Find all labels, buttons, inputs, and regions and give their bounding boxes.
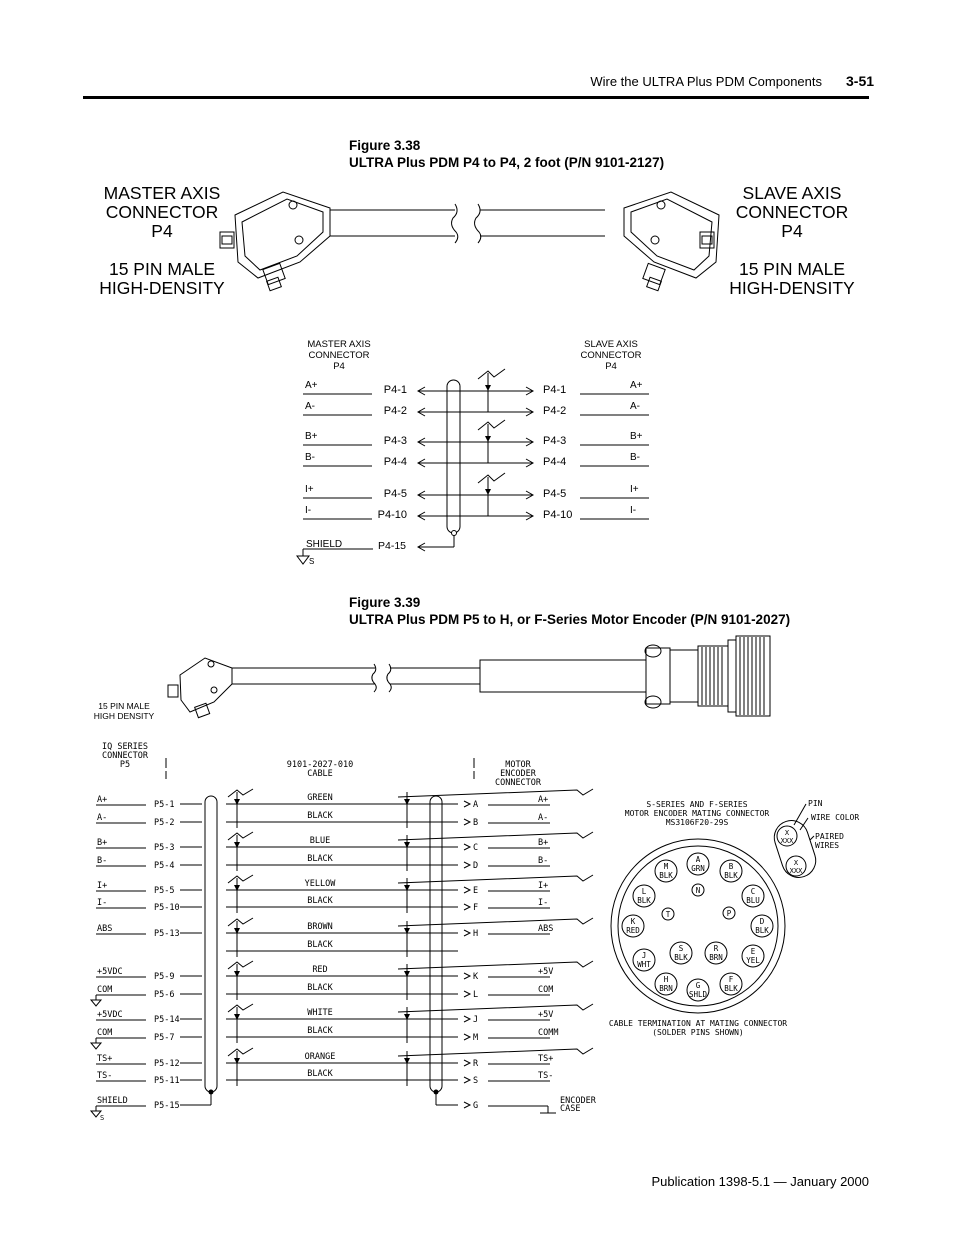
wire-color-7: BLACK — [307, 940, 333, 950]
master-signal-1: A- — [305, 401, 315, 412]
pin-letter-S: S — [678, 944, 684, 953]
pin-letter-D: D — [759, 917, 765, 926]
pin-color-S: BLK — [674, 953, 688, 962]
p5-connector-label: 15 PIN MALE HIGH DENSITY — [93, 701, 155, 721]
motor-pin-2: C — [473, 843, 479, 853]
motor-pin-11: M — [473, 1033, 479, 1043]
wire-color-9: BLACK — [307, 983, 333, 993]
pin-color-A: GRN — [691, 864, 705, 873]
legend-x-0: X — [784, 829, 790, 837]
motor-arrow-12 — [464, 1060, 470, 1066]
mating-caption-1: CABLE TERMINATION AT MATING CONNECTOR — [608, 1019, 788, 1028]
iq-signal-12: TS+ — [97, 1054, 113, 1064]
master-connector-label: MASTER AXIS CONNECTOR P4 15 PIN MALE HIGH-DENSITY — [99, 183, 225, 298]
iq-head-line-2: CONNECTOR — [101, 751, 149, 761]
iq-signal-13: TS- — [97, 1071, 113, 1081]
wire-color-6: BROWN — [307, 922, 333, 932]
legend-paired-1: PAIRED — [815, 832, 844, 841]
iq-signal-5: I- — [97, 898, 108, 908]
legend-xxx-1: XXX — [789, 867, 803, 875]
p5-shield-label: SHIELD — [97, 1096, 128, 1106]
motor-pin-6: H — [473, 929, 479, 939]
master-signal-5: I- — [305, 505, 312, 516]
figure-3-38-title: ULTRA Plus PDM P4 to P4, 2 foot (P/N 9101-2127) — [349, 155, 665, 170]
motor-head-line-1: MOTOR — [505, 760, 531, 770]
iq-pin-8: P5-9 — [154, 972, 175, 982]
publication-footer: Publication 1398-5.1 — January 2000 — [651, 1174, 869, 1189]
slave-connector-label: SLAVE AXIS CONNECTOR P4 15 PIN MALE HIGH-DENSITY — [729, 183, 855, 298]
wire-color-12: ORANGE — [304, 1052, 336, 1062]
motor-pin-10: J — [473, 1015, 479, 1025]
mating-title-1: S-SERIES AND F-SERIES — [646, 800, 748, 809]
slave-signal-0: A+ — [630, 380, 643, 391]
mating-caption-2: (SOLDER PINS SHOWN) — [652, 1028, 744, 1037]
p5-shield-arrow — [464, 1102, 470, 1108]
pin-letter-J: J — [641, 951, 647, 960]
legend-paired-2: WIRES — [815, 841, 840, 850]
pin-letter-E: E — [750, 947, 756, 956]
iq-signal-6: ABS — [97, 924, 113, 934]
master-pin-5: P4-10 — [377, 509, 407, 521]
pin-color-H: BRN — [659, 984, 673, 993]
slave-signal-2: B+ — [630, 431, 643, 442]
master-signal-0: A+ — [305, 380, 318, 391]
p5-shield-dot-left — [209, 1090, 214, 1095]
slave-signal-3: B- — [630, 452, 640, 463]
pin-letter-C: C — [750, 887, 756, 896]
motor-signal-6: ABS — [538, 924, 554, 934]
pin-letter-G: G — [695, 981, 701, 990]
p5-ground-label: S — [100, 1114, 105, 1122]
mating-title-2: MOTOR ENCODER MATING CONNECTOR — [624, 809, 770, 818]
slave-signal-4: I+ — [630, 484, 639, 495]
pin-color-B: BLK — [724, 871, 738, 880]
encoder-case-label-2: CASE — [560, 1104, 581, 1114]
pin-letter-B: B — [728, 862, 734, 871]
figure-3-38-number: Figure 3.38 — [349, 138, 421, 153]
cable-head-line-1: 9101-2027-010 — [286, 760, 354, 770]
pin-letter-R: R — [713, 944, 719, 953]
iq-pin-13: P5-11 — [154, 1076, 180, 1086]
slave-pin-1: P4-2 — [543, 405, 567, 417]
iq-pin-12: P5-12 — [154, 1059, 180, 1069]
wire-color-0: GREEN — [307, 793, 333, 803]
slave-pin-4: P4-5 — [543, 488, 567, 500]
legend-wire-color: WIRE COLOR — [811, 813, 860, 822]
pin-color-D: BLK — [755, 926, 769, 935]
motor-signal-11: COMM — [538, 1028, 559, 1038]
wire-color-8: RED — [312, 965, 328, 975]
master-pin-4: P4-5 — [383, 488, 407, 500]
iq-signal-9: COM — [97, 985, 113, 995]
iq-signal-10: +5VDC — [97, 1010, 123, 1020]
slave-signal-1: A- — [630, 401, 640, 412]
iq-pin-11: P5-7 — [154, 1033, 175, 1043]
pin-letter-T: T — [665, 910, 671, 919]
pin-color-E: YEL — [746, 956, 760, 965]
running-header-title: Wire the ULTRA Plus PDM Components — [590, 74, 822, 89]
motor-head-line-2: ENCODER — [500, 769, 536, 779]
motor-pin-9: L — [473, 990, 479, 1000]
twist-mark-6-0 — [228, 1048, 253, 1056]
motor-pin-1: B — [473, 818, 479, 828]
pin-color-G: SHLD — [688, 990, 708, 999]
pin-color-L: BLK — [637, 896, 651, 905]
p5-shield-letter: G — [473, 1101, 479, 1111]
pin-letter-N: N — [695, 886, 701, 895]
wire-color-3: BLACK — [307, 854, 333, 864]
pin-color-F: BLK — [724, 984, 738, 993]
iq-pin-9: P5-6 — [154, 990, 175, 1000]
legend-xxx-0: XXX — [780, 837, 794, 845]
iq-pin-2: P5-3 — [154, 843, 175, 853]
iq-signal-2: B+ — [97, 838, 108, 848]
motor-pin-3: D — [473, 861, 479, 871]
master-signal-3: B- — [305, 452, 315, 463]
wire-color-10: WHITE — [307, 1008, 333, 1018]
slave-pin-5: P4-10 — [543, 509, 573, 521]
shield-label: SHIELD — [306, 539, 343, 550]
pin-letter-P: P — [726, 909, 732, 918]
iq-pin-6: P5-13 — [154, 929, 180, 939]
motor-signal-2: B+ — [538, 838, 549, 848]
slave-signal-5: I- — [630, 505, 637, 516]
slave-head-line-3: P4 — [605, 361, 617, 372]
motor-signal-8: +5V — [538, 967, 554, 977]
encoder-case-label-1: ENCODER — [560, 1096, 596, 1106]
com-ground-1 — [91, 1043, 101, 1049]
cable-head-line-2: CABLE — [307, 769, 333, 779]
motor-signal-4: I+ — [538, 881, 549, 891]
mating-title-3: MS3106F20-29S — [665, 818, 729, 827]
iq-pin-4: P5-5 — [154, 886, 175, 896]
pin-letter-K: K — [630, 917, 636, 926]
iq-pin-3: P5-4 — [154, 861, 175, 871]
iq-signal-8: +5VDC — [97, 967, 123, 977]
figure-3-39-number: Figure 3.39 — [349, 595, 421, 610]
iq-pin-5: P5-10 — [154, 903, 180, 913]
pin-letter-M: M — [663, 862, 669, 871]
motor-head-line-3: CONNECTOR — [494, 778, 542, 788]
iq-signal-4: I+ — [97, 881, 108, 891]
motor-pin-8: K — [473, 972, 479, 982]
pin-color-J: WHT — [637, 960, 651, 969]
motor-signal-3: B- — [538, 856, 549, 866]
pin-letter-H: H — [663, 975, 669, 984]
page-number: 3-51 — [846, 73, 875, 89]
p5-shield-dot-right — [434, 1090, 439, 1095]
wire-color-2: BLUE — [309, 836, 331, 846]
legend-x-1: X — [793, 859, 799, 867]
wire-color-11: BLACK — [307, 1026, 333, 1036]
pin-color-K: RED — [626, 926, 640, 935]
legend-pin: PIN — [808, 799, 823, 808]
pin-color-R: BRN — [709, 953, 723, 962]
twist-mark-6-1 — [398, 1048, 593, 1056]
iq-pin-1: P5-2 — [154, 818, 175, 828]
motor-pin-12: R — [473, 1059, 479, 1069]
master-head-line-1: MASTER AXIS — [307, 339, 371, 350]
pin-letter-A: A — [695, 855, 701, 864]
iq-head-line-1: IQ SERIES — [101, 742, 149, 752]
motor-signal-10: +5V — [538, 1010, 554, 1020]
motor-pin-0: A — [473, 800, 479, 810]
slave-pin-2: P4-3 — [543, 435, 567, 447]
iq-pin-10: P5-14 — [154, 1015, 180, 1025]
wire-color-5: BLACK — [307, 896, 333, 906]
wire-color-4: YELLOW — [304, 879, 336, 889]
master-signal-2: B+ — [305, 431, 318, 442]
slave-pin-3: P4-4 — [543, 456, 567, 468]
motor-arrow-13 — [464, 1077, 470, 1083]
p5-shield-pin: P5-15 — [154, 1101, 180, 1111]
master-head-line-3: P4 — [333, 361, 345, 372]
motor-pin-5: F — [473, 903, 479, 913]
master-pin-1: P4-2 — [383, 405, 407, 417]
pin-color-M: BLK — [659, 871, 673, 880]
pin-color-C: BLU — [746, 896, 760, 905]
pin-letter-F: F — [728, 975, 734, 984]
ground-label: S — [309, 557, 315, 566]
motor-pin-4: E — [473, 886, 479, 896]
iq-pin-0: P5-1 — [154, 800, 175, 810]
slave-head-line-2: CONNECTOR — [580, 350, 642, 361]
motor-signal-13: TS- — [538, 1071, 554, 1081]
iq-signal-11: COM — [97, 1028, 113, 1038]
wire-color-13: BLACK — [307, 1069, 333, 1079]
motor-signal-0: A+ — [538, 795, 549, 805]
slave-head-line-1: SLAVE AXIS — [584, 339, 638, 350]
iq-signal-1: A- — [97, 813, 108, 823]
master-signal-4: I+ — [305, 484, 314, 495]
motor-signal-9: COM — [538, 985, 554, 995]
slave-pin-0: P4-1 — [543, 384, 567, 396]
figure-3-39-title: ULTRA Plus PDM P5 to H, or F-Series Motor Encoder (P/N 9101-2027) — [349, 612, 791, 627]
iq-signal-0: A+ — [97, 795, 108, 805]
motor-pin-13: S — [473, 1076, 479, 1086]
motor-signal-12: TS+ — [538, 1054, 554, 1064]
pin-letter-L: L — [641, 887, 647, 896]
master-pin-0: P4-1 — [383, 384, 407, 396]
iq-head-line-3: P5 — [119, 760, 131, 770]
master-head-line-2: CONNECTOR — [308, 350, 370, 361]
master-pin-2: P4-3 — [383, 435, 407, 447]
iq-signal-3: B- — [97, 856, 108, 866]
wire-color-1: BLACK — [307, 811, 333, 821]
master-pin-3: P4-4 — [383, 456, 407, 468]
motor-signal-1: A- — [538, 813, 549, 823]
motor-signal-5: I- — [538, 898, 549, 908]
shield-pin: P4-15 — [378, 540, 407, 552]
